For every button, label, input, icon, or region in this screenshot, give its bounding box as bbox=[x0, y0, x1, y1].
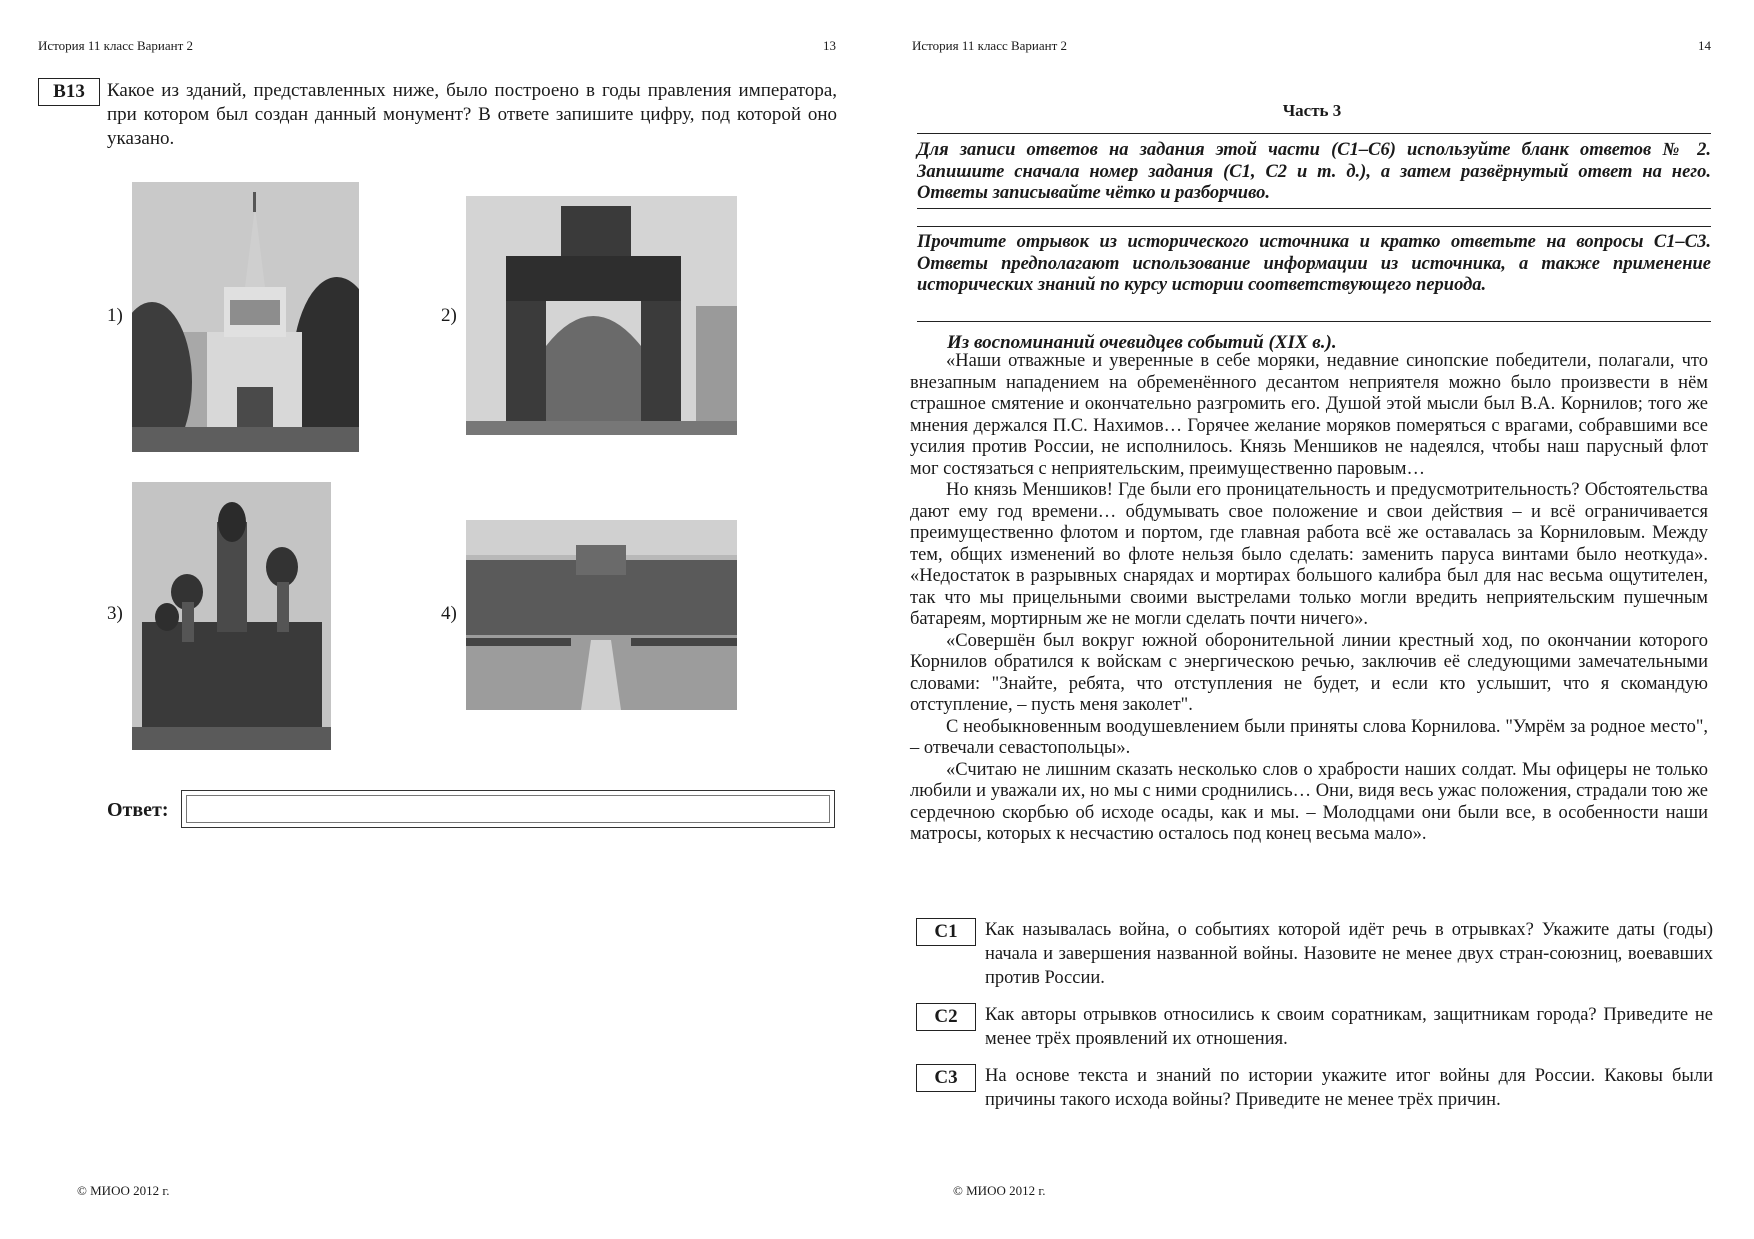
task-label-c3: C3 bbox=[916, 1064, 976, 1092]
triumphal-arch-photo bbox=[466, 196, 737, 435]
divider bbox=[917, 321, 1711, 322]
part-title: Часть 3 bbox=[1282, 101, 1342, 120]
task-text-c3: На основе текста и знаний по истории укажите итог войны для России. Каковы были причины такого исхода войны? Приведите не менее трёх причин. bbox=[985, 1066, 1713, 1110]
task-text-c2: Как авторы отрывков относились к своим соратникам, защитникам города? Приведите не менее трёх проявлений их отношения. bbox=[985, 1005, 1713, 1049]
task-text-c1: Как называлась война, о событиях которой идёт речь в отрывках? Укажите даты (годы) начала и завершения названной войны. Назовите не менее двух стран-союзниц, воевавших против России. bbox=[985, 920, 1713, 988]
option-number-1: 1) bbox=[107, 305, 123, 326]
catherine-palace-photo bbox=[466, 520, 737, 710]
passage-paragraph: «Считаю не лишним сказать несколько слов о храбрости наших солдат. Мы офицеры не только любили и уважали их, но мы с ними сроднились… Они, видя весь ужас положения, страдали тою же сердечною скорбью об исходе осады, как и мы. – Молодцами они были все, в особенности наши матросы, которых к несчастию осталось под конец весьма мало». bbox=[910, 759, 1708, 844]
footer-right: © МИОО 2012 г. bbox=[953, 1183, 1046, 1198]
question-text: Какое из зданий, представленных ниже, было построено в годы правления императора, при котором был создан данный монумент? В ответе запишите цифру, под которой оно указано. bbox=[107, 80, 837, 149]
source-title: Из воспоминаний очевидцев событий (XIX в.). bbox=[947, 332, 1337, 353]
divider bbox=[917, 133, 1711, 134]
option-number-3: 3) bbox=[107, 603, 123, 624]
admiralty-building-photo bbox=[132, 182, 359, 452]
source-passage bbox=[910, 351, 1708, 846]
divider bbox=[917, 208, 1711, 209]
answer-input-field[interactable] bbox=[181, 790, 835, 828]
task-label-c1: C1 bbox=[916, 918, 976, 946]
passage-paragraph: С необыкновенным воодушевлением были приняты слова Корнилова. "Умрём за родное место", – отвечали севастопольцы». bbox=[910, 716, 1708, 758]
question-label-b13: B13 bbox=[38, 78, 100, 106]
page-number-right: 14 bbox=[1698, 38, 1711, 53]
task-label-c2: C2 bbox=[916, 1003, 976, 1031]
page-header-left: История 11 класс Вариант 2 bbox=[38, 38, 194, 53]
option-number-2: 2) bbox=[441, 305, 457, 326]
passage-paragraph: «Наши отважные и уверенные в себе моряки, недавние синопские победители, полагали, что внезапным нападением на обременённого десантом неприятеля можно было произвести в нём страшное смятение и окончательно разгромить его. Душой этой мысли был В.А. Корнилов; того же мнения держался П.С. Нахимов… Горячее желание моряков померяться с врагами, собравшими все усилия против России, не исполнилось. Князь Меншиков не надеялся, чтобы наш парусный флот мог состязаться с неприятельским, преимущественно паровым… bbox=[910, 351, 1708, 479]
instruction-answers: Для записи ответов на задания этой части (С1–С6) используйте бланк ответов № 2. Запишите сначала номер задания (С1, С2 и т. д.), а затем развёрнутый ответ на него. Ответы записывайте чётко и разборчиво. bbox=[917, 140, 1711, 203]
answer-label: Ответ: bbox=[107, 799, 169, 821]
option-number-4: 4) bbox=[441, 603, 457, 624]
page-number-left: 13 bbox=[823, 38, 836, 53]
passage-paragraph: «Совершён был вокруг южной оборонительной линии крестный ход, по окончании которого Корнилов обратился к войскам с энергическою речью, заключив её следующими замечательными словами: "Знайте, ребята, что отступления не будет, и если кто услышит, что я скомандую отступление, – пусть меня заколет". bbox=[910, 630, 1708, 715]
page-header-right: История 11 класс Вариант 2 bbox=[912, 38, 1068, 53]
instruction-source: Прочтите отрывок из исторического источника и кратко ответьте на вопросы С1–С3. Ответы предполагают использование информации из источника, а также применение исторических знаний по курсу истории соответствующего периода. bbox=[917, 232, 1711, 295]
church-of-savior-on-blood-photo bbox=[132, 482, 331, 750]
passage-paragraph: Но князь Меншиков! Где были его проницательность и предусмотрительность? Обстоятельства дают ему год времени… обдумывать свое положение и свои действия – и всё ограничивается преимущественно флотом и портом, где главная работа всё же оставалась за Корниловым. Между тем, общих изменений во флоте нельзя было сделать: заменить паруса винтами было неоткуда». «Недостаток в разрывных снарядах и мортирах большого калибра был для нас весьма ощутителен, так что мы прицельными своими выстрелами только могли вредить неприятельским пушечным батареям, мортирным же не могли сделать почти ничего». bbox=[910, 480, 1708, 629]
divider bbox=[917, 226, 1711, 227]
footer-left: © МИОО 2012 г. bbox=[77, 1183, 170, 1198]
